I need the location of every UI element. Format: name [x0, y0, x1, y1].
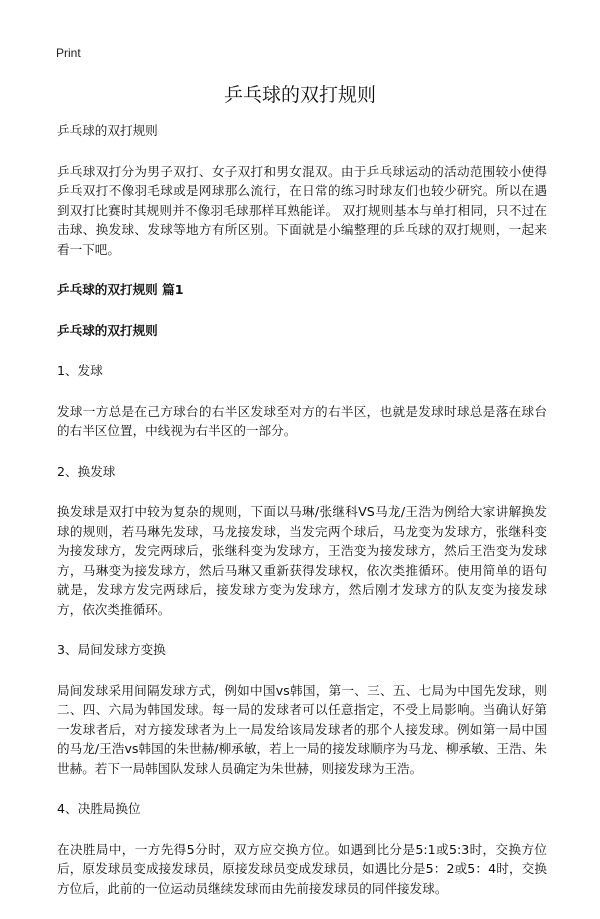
section-body-serve: 发球一方总是在己方球台的右半区发球至对方的右半区，也就是发球时球总是落在球台的右半区位置，中线视为右半区的一部分。: [57, 403, 547, 438]
page-title: 乒乓球的双打规则: [223, 84, 376, 106]
section-title-change-serve: 2、换发球: [57, 463, 116, 479]
section-body-deciding-game: 在决胜局中，一方先得5分时，双方应交换方位。如遇到比分是5:1或5:3时，交换方位后，原发球员变成接发球员，原接发球员变成发球员，如遇比分是5：2或5：4时，交换方位后，此前的一位运动员继续发球而由先前接发球员的同伴接发球。: [57, 841, 547, 896]
section-heading: 乒乓球的双打规则: [57, 322, 158, 338]
print-label[interactable]: Print: [56, 46, 81, 60]
section-body-game-serve: 局间发球采用间隔发球方式，例如中国vs韩国，第一、三、五、七局为中国先发球，则二、四、六局为韩国发球。每一局的发球者可以任意指定，不受上局影响。当确认好第一发球者后，对方接发球者为上一局发给该局发球者的那个人接发球。例如第一局中国的马龙/王浩vs韩国的朱世赫/柳承敏，若上一局的接发球顺序为马龙、柳承敏、王浩、朱世赫。若下一局韩国队发球人员确定为朱世赫，则接发球为王浩。: [57, 682, 547, 776]
document-body: [57, 121, 547, 919]
section-title-serve: 1、发球: [57, 363, 103, 378]
section-title-game-serve: 3、局间发球方变换: [57, 642, 166, 657]
subtitle: 乒乓球的双打规则: [57, 123, 158, 138]
section-title-deciding-game: 4、决胜局换位: [57, 801, 141, 816]
section-body-change-serve: 换发球是双打中较为复杂的规则，下面以马琳/张继科VS马龙/王浩为例给大家讲解换发球的规则，若马琳先发球，马龙接发球，当发完两个球后，马龙变为发球方，张继科变为接发球方，发完两球后，张继科变为发球方，王浩变为接发球方，然后王浩变为发球方，马琳变为接发球方，然后马琳又重新获得发球权，依次类推循环。使用简单的语句就是，发球方发完两球后，接发球方变为发球方，然后刚才发球方的队友变为接发球方，依次类推循环。: [57, 504, 547, 617]
article-heading: 乒乓球的双打规则 篇1: [57, 282, 184, 297]
intro-paragraph: 乒乓球双打分为男子双打、女子双打和男女混双。由于乒乓球运动的活动范围较小使得乒乓双打不像羽毛球或是网球那么流行，在日常的练习时球友们也较少研究。所以在遇到双打比赛时其规则并不像羽毛球那样耳熟能详。 双打规则基本与单打相同，只不过在击球、换发球、发球等地方有所区别。下面就是小编整理的乒乓球的双打规则，一起来看一下吧。: [57, 163, 547, 257]
